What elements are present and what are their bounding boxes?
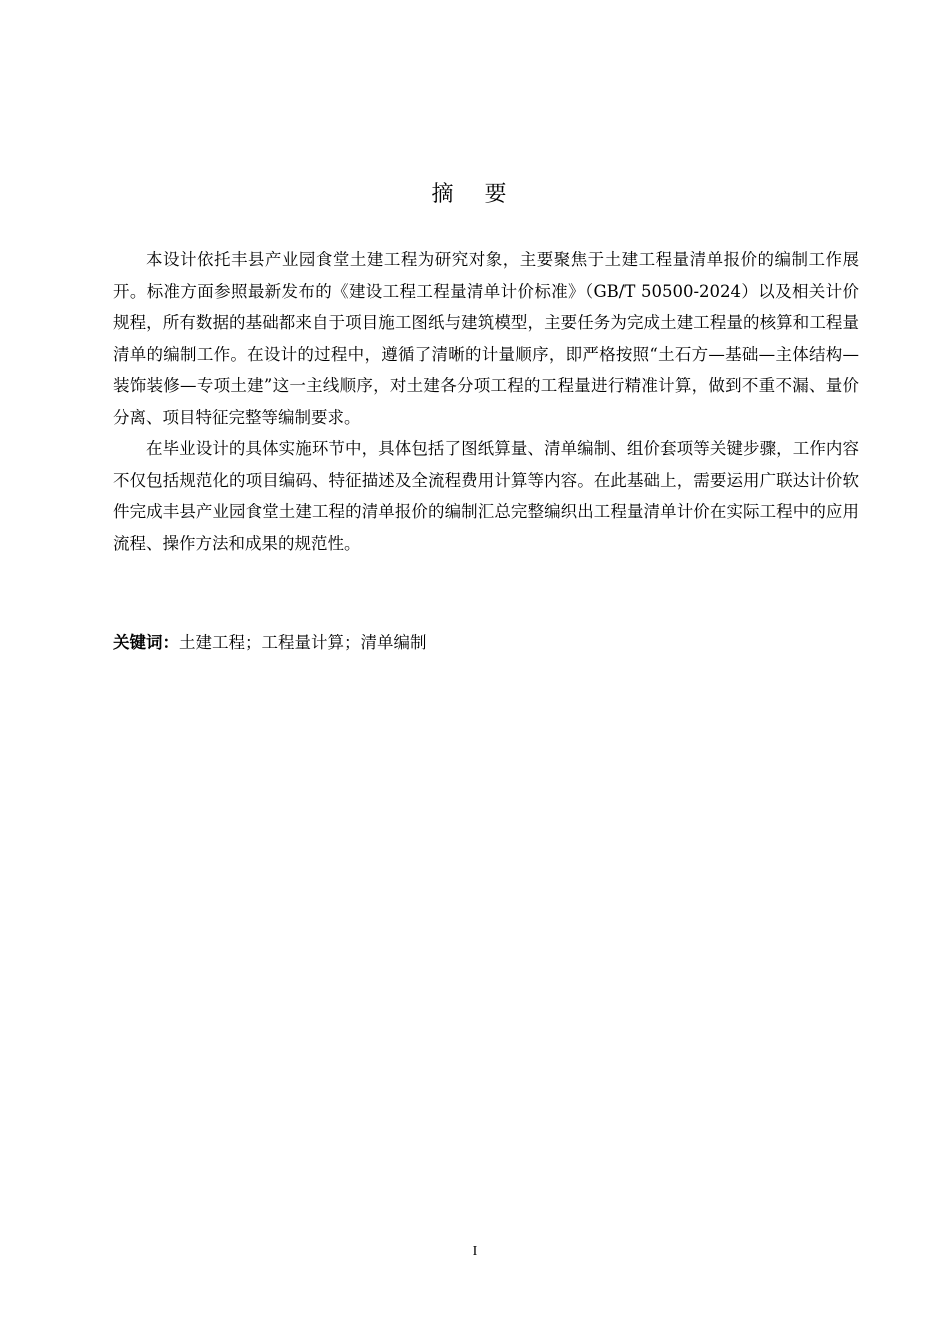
page-number: I [472, 1244, 478, 1259]
keywords-label: 关键词： [113, 633, 179, 652]
abstract-paragraph-2: 在毕业设计的具体实施环节中，具体包括了图纸算量、清单编制、组价套项等关键步骤，工作内容不仅包括规范化的项目编码、特征描述及全流程费用计算等内容。在此基础上，需要运用广联达计价软件完成丰县产业园食堂土建工程的清单报价的编制汇总完整编织出工程量清单计价在实际工程中的应用流程、操作方法和成果的规范性。 [113, 439, 859, 553]
abstract-title: 摘 要 [431, 182, 519, 207]
abstract-paragraph-1: 本设计依托丰县产业园食堂土建工程为研究对象，主要聚焦于土建工程量清单报价的编制工作展开。标准方面参照最新发布的《建设工程工程量清单计价标准》（GB/T 50500-2024）以及相关计价规程，所有数据的基础都来自于项目施工图纸与建筑模型，主要任务为完成土建工程量的核算和工程量清单的编制工作。在设计的过程中，遵循了清晰的计量顺序，即严格按照“土石方—基础—主体结构—装饰装修—专项土建”这一主线顺序，对土建各分项工程的工程量进行精准计算，做到不重不漏、量价分离、项目特征完整等编制要求。 [113, 250, 859, 427]
keywords-line [113, 627, 859, 658]
keywords-value: 土建工程；工程量计算；清单编制 [179, 633, 427, 652]
abstract-body [113, 244, 859, 559]
